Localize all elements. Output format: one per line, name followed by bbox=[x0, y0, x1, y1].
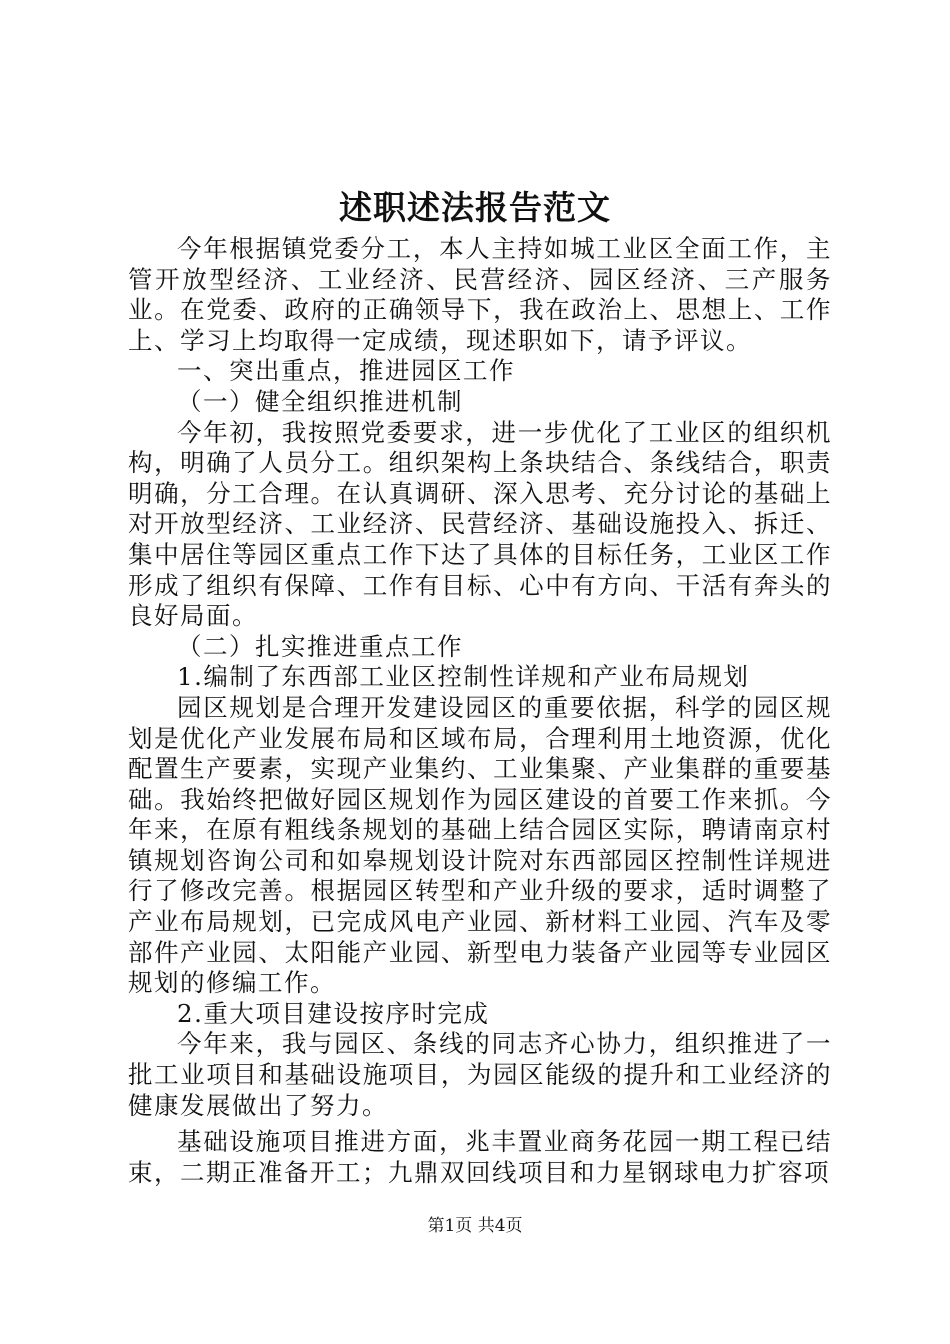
paragraph-planning: 园区规划是合理开发建设园区的重要依据，科学的园区规划是优化产业发展布局和区域布局，合理利用土地资源，优化配置生产要素，实现产业集约、工业集聚、产业集群的重要基础。我始终把做好园区规划作为园区建设的首要工作来抓。今年来，在原有粗线条规划的基础上结合园区实际，聘请南京村镇规划咨询公司和如皋规划设计院对东西部园区控制性详规进行了修改完善。根据园区转型和产业升级的要求，适时调整了产业布局规划，已完成风电产业园、新材料工业园、汽车及零部件产业园、太阳能产业园、新型电力装备产业园等专业园区规划的修编工作。 bbox=[128, 692, 832, 998]
page-footer: 第1页 共4页 bbox=[427, 1216, 523, 1236]
paragraph-projects: 今年来，我与园区、条线的同志齐心协力，组织推进了一批工业项目和基础设施项目，为园区能级的提升和工业经济的健康发展做出了努力。 bbox=[128, 1029, 832, 1120]
paragraph-intro: 今年根据镇党委分工，本人主持如城工业区全面工作，主管开放型经济、工业经济、民营经济、园区经济、三产服务业。在党委、政府的正确领导下，我在政治上、思想上、工作上、学习上均取得一定成绩，现述职如下，请予评议。 bbox=[128, 234, 832, 355]
heading-subsection-2: （二）扎实推进重点工作 bbox=[177, 631, 463, 661]
heading-item-1: 1.编制了东西部工业区控制性详规和产业布局规划 bbox=[177, 662, 750, 692]
paragraph-infrastructure: 基础设施项目推进方面，兆丰置业商务花园一期工程已结束，二期正准备开工；九鼎双回线项目和力星钢球电力扩容项 bbox=[128, 1127, 832, 1187]
document-title: 述职述法报告范文 bbox=[339, 188, 611, 227]
heading-item-2: 2.重大项目建设按序时完成 bbox=[177, 998, 490, 1028]
heading-subsection-1: （一）健全组织推进机制 bbox=[177, 386, 463, 416]
heading-section-1: 一、突出重点，推进园区工作 bbox=[177, 356, 515, 386]
paragraph-organization: 今年初，我按照党委要求，进一步优化了工业区的组织机构，明确了人员分工。组织架构上条块结合、条线结合，职责明确，分工合理。在认真调研、深入思考、充分讨论的基础上对开放型经济、工业经济、民营经济、基础设施投入、拆迁、集中居住等园区重点工作下达了具体的目标任务，工业区工作形成了组织有保障、工作有目标、心中有方向、干活有奔头的良好局面。 bbox=[128, 417, 832, 631]
document-body bbox=[128, 234, 832, 1188]
